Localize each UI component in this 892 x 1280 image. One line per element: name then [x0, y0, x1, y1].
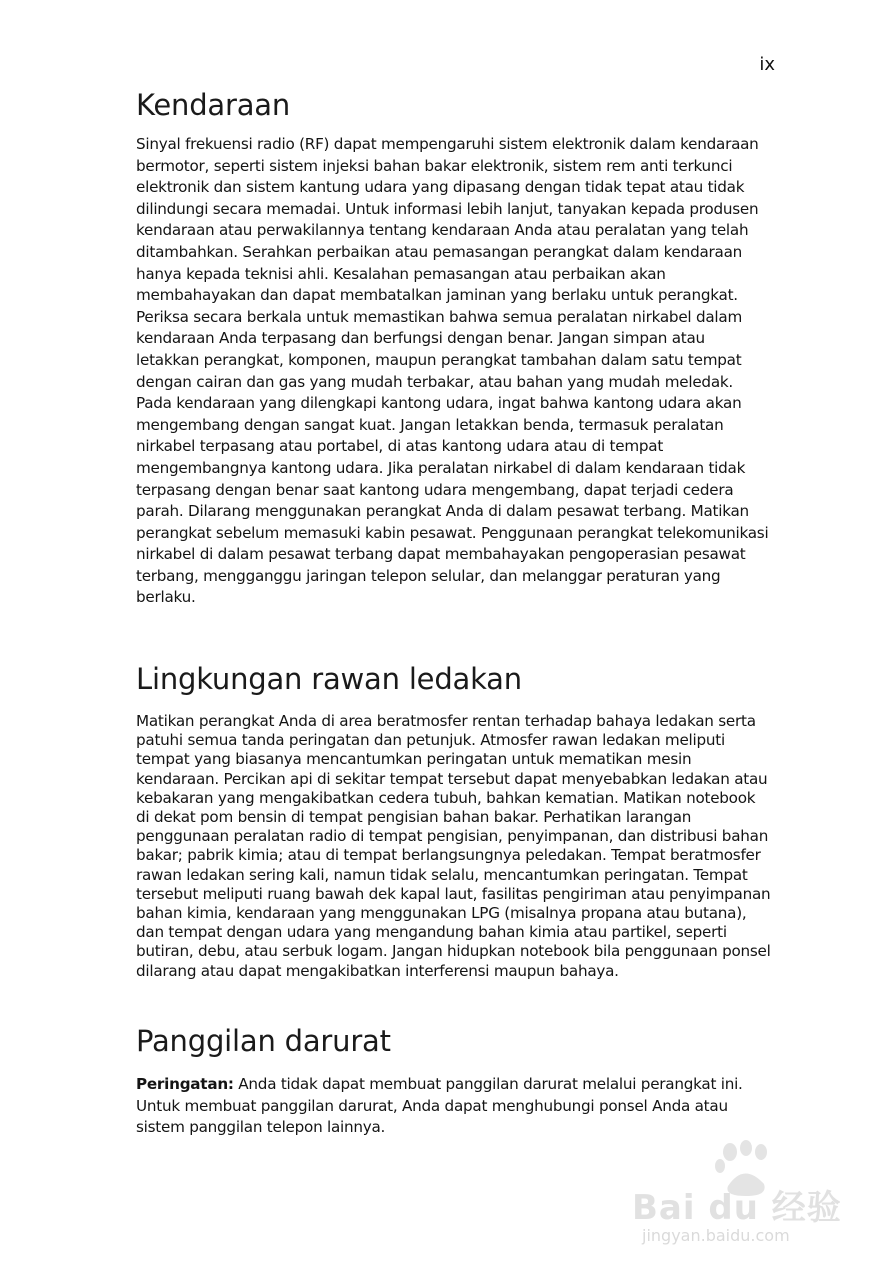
section-panggilan-darurat — [136, 1024, 772, 1139]
section-body: Matikan perangkat Anda di area beratmosfer rentan terhadap bahaya ledakan serta patuhi semua tanda peringatan dan petunjuk. Atmosfer rawan ledakan meliputi tempat yang biasanya mencantumkan peringatan untuk mematikan mesin kendaraan. Percikan api di sekitar tempat tersebut dapat menyebabkan ledakan atau kebakaran yang mengakibatkan cedera tubuh, bahkan kematian. Matikan notebook di dekat pom bensin di tempat pengisian bahan bakar. Perhatikan larangan penggunaan peralatan radio di tempat pengisian, penyimpanan, dan distribusi bahan bakar; pabrik kimia; atau di tempat berlangsungnya peledakan. Tempat beratmosfer rawan ledakan sering kali, namun tidak selalu, mencantumkan peringatan. Tempat tersebut meliputi ruang bawah dek kapal laut, fasilitas pengiriman atau penyimpanan bahan kimia, kendaraan yang menggunakan LPG (misalnya propana atau butana), dan tempat dengan udara yang mengandung bahan kimia atau partikel, seperti butiran, debu, atau serbuk logam. Jangan hidupkan notebook bila penggunaan ponsel dilarang atau dapat mengakibatkan interferensi maupun bahaya. — [136, 712, 771, 980]
section-lingkungan-rawan-ledakan — [136, 662, 772, 981]
section-kendaraan — [136, 88, 772, 609]
section-heading: Lingkungan rawan ledakan — [136, 662, 522, 696]
warning-text: Anda tidak dapat membuat panggilan darurat melalui perangkat ini. Untuk membuat panggilan darurat, Anda dapat menghubungi ponsel Anda atau sistem panggilan telepon lainnya. — [136, 1075, 743, 1137]
section-body: Sinyal frekuensi radio (RF) dapat mempengaruhi sistem elektronik dalam kendaraan bermotor, seperti sistem injeksi bahan bakar elektronik, sistem rem anti terkunci elektronik dan sistem kantung udara yang dipasang dengan tidak tepat atau tidak dilindungi secara memadai. Untuk informasi lebih lanjut, tanyakan kepada produsen kendaraan atau perwakilannya tentang kendaraan Anda atau peralatan yang telah ditambahkan. Serahkan perbaikan atau pemasangan perangkat dalam kendaraan hanya kepada teknisi ahli. Kesalahan pemasangan atau perbaikan akan membahayakan dan dapat membatalkan jaminan yang berlaku untuk perangkat. Periksa secara berkala untuk memastikan bahwa semua peralatan nirkabel dalam kendaraan Anda terpasang dan berfungsi dengan benar. Jangan simpan atau letakkan perangkat, komponen, maupun perangkat tambahan dalam satu tempat dengan cairan dan gas yang mudah terbakar, atau bahan yang mudah meledak. Pada kendaraan yang dilengkapi kantong udara, ingat bahwa kantong udara akan mengembang dengan sangat kuat. Jangan letakkan benda, termasuk peralatan nirkabel terpasang atau portabel, di atas kantong udara atau di tempat mengembangnya kantong udara. Jika peralatan nirkabel di dalam kendaraan tidak terpasang dengan benar saat kantong udara mengembang, dapat terjadi cedera parah. Dilarang menggunakan perangkat Anda di dalam pesawat terbang. Matikan perangkat sebelum memasuki kabin pesawat. Penggunaan perangkat telekomunikasi nirkabel di dalam pesawat terbang dapat membahayakan pengoperasian pesawat terbang, mengganggu jaringan telepon selular, dan melanggar peraturan yang berlaku. — [136, 135, 769, 607]
baidu-watermark — [622, 1140, 852, 1250]
watermark-brand: Bai du 经验 — [632, 1188, 842, 1228]
warning-label: Peringatan: — [136, 1075, 234, 1093]
section-heading: Panggilan darurat — [136, 1024, 391, 1058]
watermark-url: jingyan.baidu.com — [642, 1226, 790, 1245]
warning-paragraph — [136, 1074, 772, 1139]
page-number: ix — [759, 54, 775, 75]
section-heading: Kendaraan — [136, 88, 291, 122]
